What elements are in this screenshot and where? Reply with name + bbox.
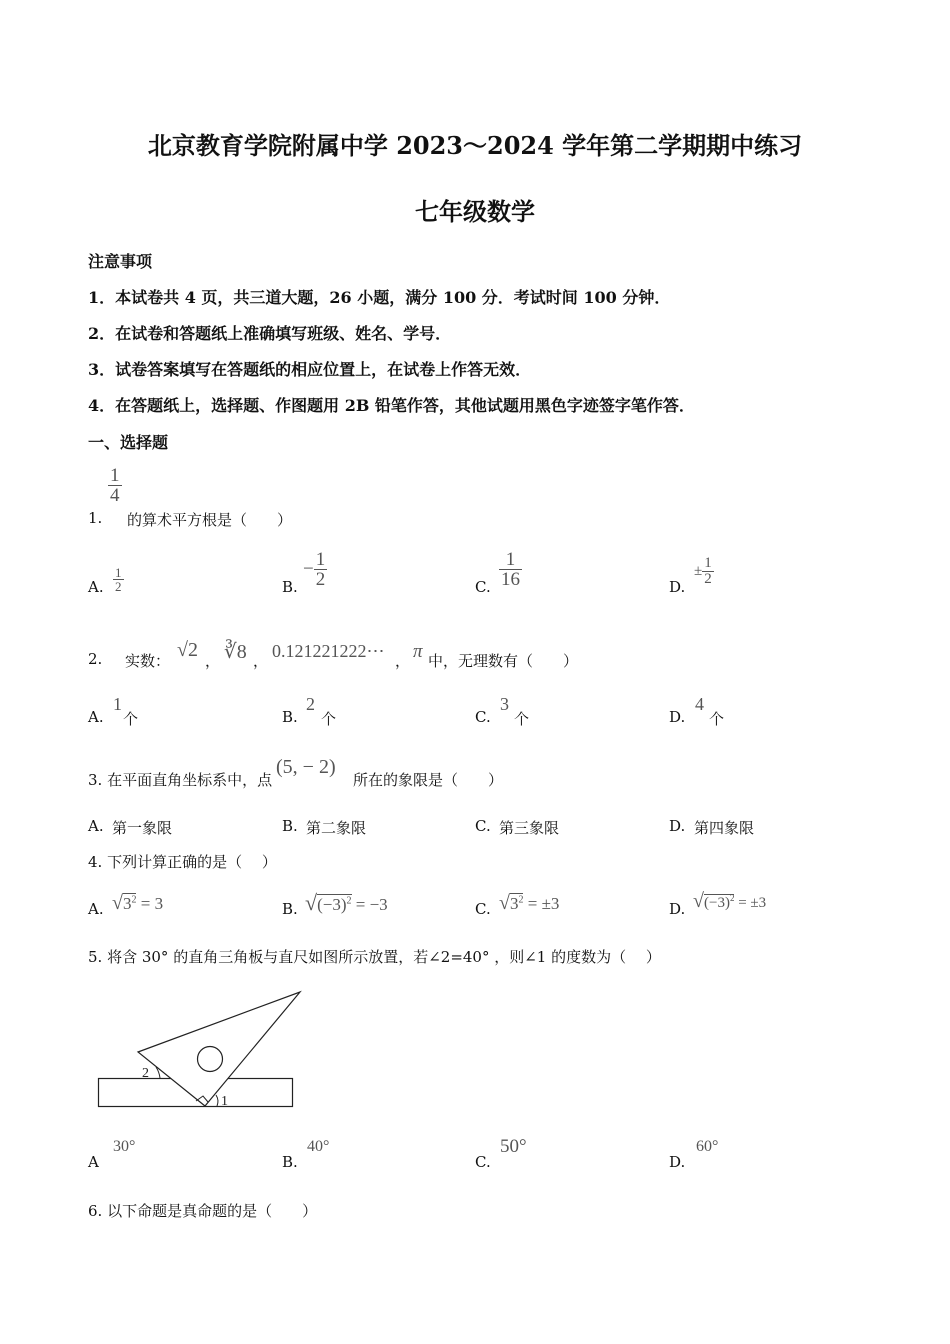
notice-item: 1．本试卷共 4 页，共三道大题，26 小题，满分 100 分．考试时间 100 分钟． bbox=[88, 288, 671, 307]
sign: − bbox=[303, 558, 314, 580]
q5-text: 5. 将含 30° 的直角三角板与直尺如图所示放置，若∠2=40° ，则∠1 的度数为（ ） bbox=[88, 948, 661, 966]
triangle-ruler bbox=[138, 992, 300, 1106]
q3-option-d-label: D. bbox=[669, 817, 686, 835]
q3-text-before: 3. 在平面直角坐标系中，点 bbox=[88, 771, 273, 789]
q3-option-c-text: 第三象限 bbox=[499, 819, 560, 837]
q3-point: (5, − 2) bbox=[276, 756, 336, 778]
q2-item-sqrt2: √2 bbox=[177, 639, 198, 661]
q2-sep: ， bbox=[395, 652, 411, 670]
q3-option-b-label: B. bbox=[282, 817, 298, 835]
q2-option-b-value: 2 bbox=[306, 694, 315, 714]
q1-fraction bbox=[108, 466, 122, 505]
q4-option-d-label: D. bbox=[669, 900, 686, 918]
q5-option-b-value: 40° bbox=[307, 1138, 330, 1155]
radicand: (−3) bbox=[703, 895, 730, 911]
q6-text: 6. 以下命题是真命题的是（ ） bbox=[88, 1202, 318, 1220]
q1-option-c-value bbox=[499, 550, 522, 589]
q5-option-c-label: C. bbox=[475, 1153, 491, 1171]
q1-option-a-value bbox=[113, 566, 124, 593]
q4-option-a-label: A. bbox=[88, 900, 104, 918]
q1-option-c-label: C. bbox=[475, 578, 491, 596]
frac-den: 2 bbox=[315, 569, 326, 590]
q3-text-after: 所在的象限是（ ） bbox=[353, 771, 504, 789]
q2-sep: ， bbox=[205, 652, 221, 670]
q4-option-c-expr: $√3^2 = \pm 3$ bbox=[499, 892, 560, 914]
q1-option-d-label: D. bbox=[669, 578, 686, 596]
frac-den: 16 bbox=[501, 569, 520, 590]
q5-option-b-label: B. bbox=[282, 1153, 298, 1171]
frac-num: 1 bbox=[505, 549, 516, 570]
notice-item: 2．在试卷和答题纸上准确填写班级、姓名、学号． bbox=[88, 324, 452, 343]
q5-option-d-label: D. bbox=[669, 1153, 686, 1171]
q3-option-d-text: 第四象限 bbox=[694, 819, 755, 837]
q2-option-b-unit: 个 bbox=[321, 710, 337, 728]
frac-num: 1 bbox=[315, 549, 326, 570]
q2-option-a-value: 1 bbox=[113, 694, 122, 714]
exam-title: 北京教育学院附属中学 2023～2024 学年第二学期期中练习 bbox=[147, 131, 803, 160]
angle-2-label: 2 bbox=[142, 1066, 149, 1081]
q1-option-a-label: A. bbox=[88, 578, 104, 596]
q2-option-c-label: C. bbox=[475, 708, 491, 726]
q3-option-a-text: 第一象限 bbox=[112, 819, 173, 837]
q5-option-a-label: A bbox=[88, 1153, 99, 1171]
angle-1-label: 1 bbox=[221, 1094, 228, 1109]
q1-text: 的算术平方根是（ ） bbox=[127, 511, 293, 529]
q5-option-c-value: 50° bbox=[500, 1136, 527, 1157]
section-heading: 一、选择题 bbox=[88, 433, 169, 452]
q1-option-b-label: B. bbox=[282, 578, 298, 596]
q2-option-c-value: 3 bbox=[500, 694, 509, 714]
exponent: 2 bbox=[518, 894, 524, 906]
frac-num: 1 bbox=[704, 555, 712, 571]
radicand: 3 bbox=[509, 894, 519, 913]
notice-heading: 注意事项 bbox=[88, 252, 153, 271]
q5-option-d-value: 60° bbox=[696, 1138, 719, 1155]
q2-option-b-label: B. bbox=[282, 708, 298, 726]
q5-figure bbox=[90, 985, 310, 1115]
notice-item: 4．在答题纸上，选择题、作图题用 2B 铅笔作答，其他试题用黑色字迹签字笔作答． bbox=[88, 396, 695, 415]
result: = ±3 bbox=[527, 894, 560, 913]
q3-option-b-text: 第二象限 bbox=[306, 819, 367, 837]
q4-option-c-label: C. bbox=[475, 900, 491, 918]
q1-number: 1. bbox=[88, 509, 103, 527]
frac-num: 1 bbox=[115, 565, 122, 580]
q2-option-d-value: 4 bbox=[695, 694, 704, 714]
q2-option-d-unit: 个 bbox=[709, 710, 725, 728]
notice-item: 3．试卷答案填写在答题纸的相应位置上，在试卷上作答无效． bbox=[88, 360, 532, 379]
q1-frac-den: 4 bbox=[110, 485, 120, 506]
result: = ±3 bbox=[738, 895, 767, 911]
q4-option-b-expr: $√(-3)^2 = -3$ bbox=[305, 890, 388, 915]
q1-frac-num: 1 bbox=[110, 465, 120, 486]
radicand: 3 bbox=[122, 894, 132, 913]
q2-option-d-label: D. bbox=[669, 708, 686, 726]
result: = 3 bbox=[140, 894, 164, 913]
q2-option-c-unit: 个 bbox=[514, 710, 530, 728]
q2-item-decimal: 0.121221222⋯ bbox=[272, 641, 385, 661]
q2-option-a-label: A. bbox=[88, 708, 104, 726]
q5-option-a-value: 30° bbox=[113, 1138, 136, 1155]
q3-option-c-label: C. bbox=[475, 817, 491, 835]
q4-option-a-expr: $√3^2 = 3$ bbox=[112, 892, 164, 914]
frac-den: 2 bbox=[115, 579, 122, 594]
q1-option-b-value bbox=[303, 550, 327, 589]
exam-subtitle: 七年级数学 bbox=[415, 197, 535, 226]
q2-sep: ， bbox=[253, 652, 269, 670]
sign: ± bbox=[694, 563, 703, 579]
q2-number: 2. bbox=[88, 650, 103, 668]
q2-text-after: 中，无理数有（ ） bbox=[428, 652, 579, 670]
q4-text: 4. 下列计算正确的是（ ） bbox=[88, 853, 277, 871]
exponent: 2 bbox=[131, 894, 137, 906]
q2-text-before: 实数： bbox=[125, 652, 171, 670]
exponent: 2 bbox=[729, 893, 735, 903]
exponent: 2 bbox=[346, 895, 352, 907]
q2-item-pi: π bbox=[413, 641, 423, 662]
q2-option-a-unit: 个 bbox=[123, 710, 139, 728]
q4-option-d-expr: $√(-3)^2 = \pm 3$ bbox=[693, 890, 767, 912]
q2-item-cbrt8: ∛8 bbox=[224, 641, 247, 663]
q1-option-d-value bbox=[694, 556, 714, 587]
q3-option-a-label: A. bbox=[88, 817, 104, 835]
frac-den: 2 bbox=[704, 571, 712, 587]
radicand: (−3) bbox=[317, 895, 347, 914]
q4-option-b-label: B. bbox=[282, 900, 298, 918]
angle-1-arc bbox=[216, 1095, 218, 1106]
result: = −3 bbox=[355, 895, 388, 914]
